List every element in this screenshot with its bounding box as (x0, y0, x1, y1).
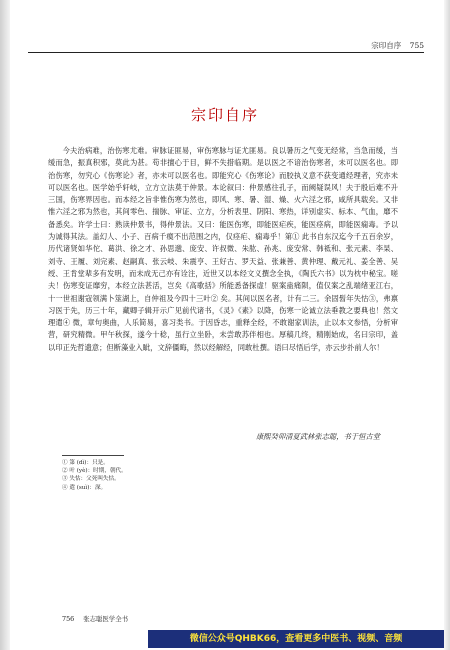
preface-paragraph: 今夫治病难，治伤寒尤难。审脉证匪易，审伤寒脉与证尤匪易。良以暑历之气变无经常，当急而缓，当缓而急，振真积邪，莫此为甚。苟非擅心于目，鲜不失措临期。是以医之不谙治伤寒者，未可以医名也。即治伤寒，勿究心《伤寒论》者，亦未可以医名也。即能究心《伤寒论》而胶执义意不获变通经理者，究亦未可以医名也。医学始乎轩岐，立方立法莫于仲景。本论叙曰：仲景感往孔子，而阙疑误风！夫于殷后难不升三国，伤寒界因也。而本经之旨非惟伤寒为然也，即风、寒、暑、湿、燥、火六淫之邪，咸所具载矣。又非惟六淫之邪为然也，其间零色、揣脉、审证、立方，分析表里、阴阳、寒热，详别虚实、标本、气血，靡不备悉矣。许学士曰：熟读仲景书，得仲景法。又曰：能医伤寒，即能医疟疾，能医痉病，即能医痫毒。予以为诚得其法。盖幻人、小子、百病千瘼不出范围之内，仅痉疟、痫毒乎！第① 此书自东汉迄今千五百余岁，历代诸贤如华佗、葛洪、徐之才、孙思邈、庞安、许叔微、朱肱、孙兆、庞安常、韩祗和、张元素、李杲、刘寺、王履、刘完素、赵嗣真、张云岐、朱震亨、王好古、罗天益、张兼善、黄仲理、戴元礼、姜全善、吴绶、王肯堂辈多有发明，而未成无己亦有诠注，近世又以本经文义撰念全执，《陶氏六书》以为枕中秘宝。嗟夫！伤寒变证靡穷，本经立法甚活，岂矣《高歌括》所能悉备探虚！驱案蛊痛陨，值仅案之乱端绪亚江右，十一世祖谢寇领满卜筮湖上，自仲祖及今四十三叶② 矣。其间以医名者，计有二三。余固髫年失怙③，弗禀习医于先，历三十年，藏卿子辑开示广见前代诸书，《灵》《素》以降，伤寒一论诚立法垂教之要典也！然文理遣④ 微，章句奥曲，人乐简易，喜习类书。于因昏志，重释全经，不敢谢家训法，止以本文参悟，分析审营，研究精微。甲午秋探，遂今十稔，虽行立坐卧，未尝敢苏伴相也。厚稿几终，精刚始成，名曰宗印，盖以印正先哲遗意；但断藻业入眦，文辞僵晦，然以经解经，同敢杜撰。语曰尽悟后学，亦云步扑前人尔！ (48, 146, 398, 352)
footnote-item: ② 叶 (yè)：时期，朝代。 (62, 468, 127, 475)
author-signature: 康熙癸卯清夏武林张志聪，书于恒古堂 (255, 432, 380, 441)
running-title: 宗印自序 (371, 41, 402, 50)
page-title: 宗印自序 (190, 106, 259, 124)
watermark-banner: 微信公众号QHBK66，查看更多中医书、视频、音频 (148, 630, 444, 648)
footnote-item: ① 第 (dì)：只是。 (62, 460, 109, 466)
header-page-number: 755 (409, 41, 424, 50)
preface-body (48, 145, 398, 354)
footnotes (62, 459, 127, 492)
footer-book-title: 张志聪医学全书 (83, 615, 128, 623)
footnote-item: ④ 遣 (suì)：深。 (62, 484, 107, 491)
scan-edge-shadow-right (444, 0, 450, 650)
footer-page-number: 756 (62, 615, 75, 623)
footnote-item: ③ 失怙：父死叫失怙。 (62, 476, 120, 483)
footnote-rule (62, 455, 124, 456)
header-rule (28, 52, 424, 53)
page-footer (62, 614, 135, 623)
running-header (28, 40, 424, 52)
scan-edge-shadow-left (0, 0, 10, 650)
